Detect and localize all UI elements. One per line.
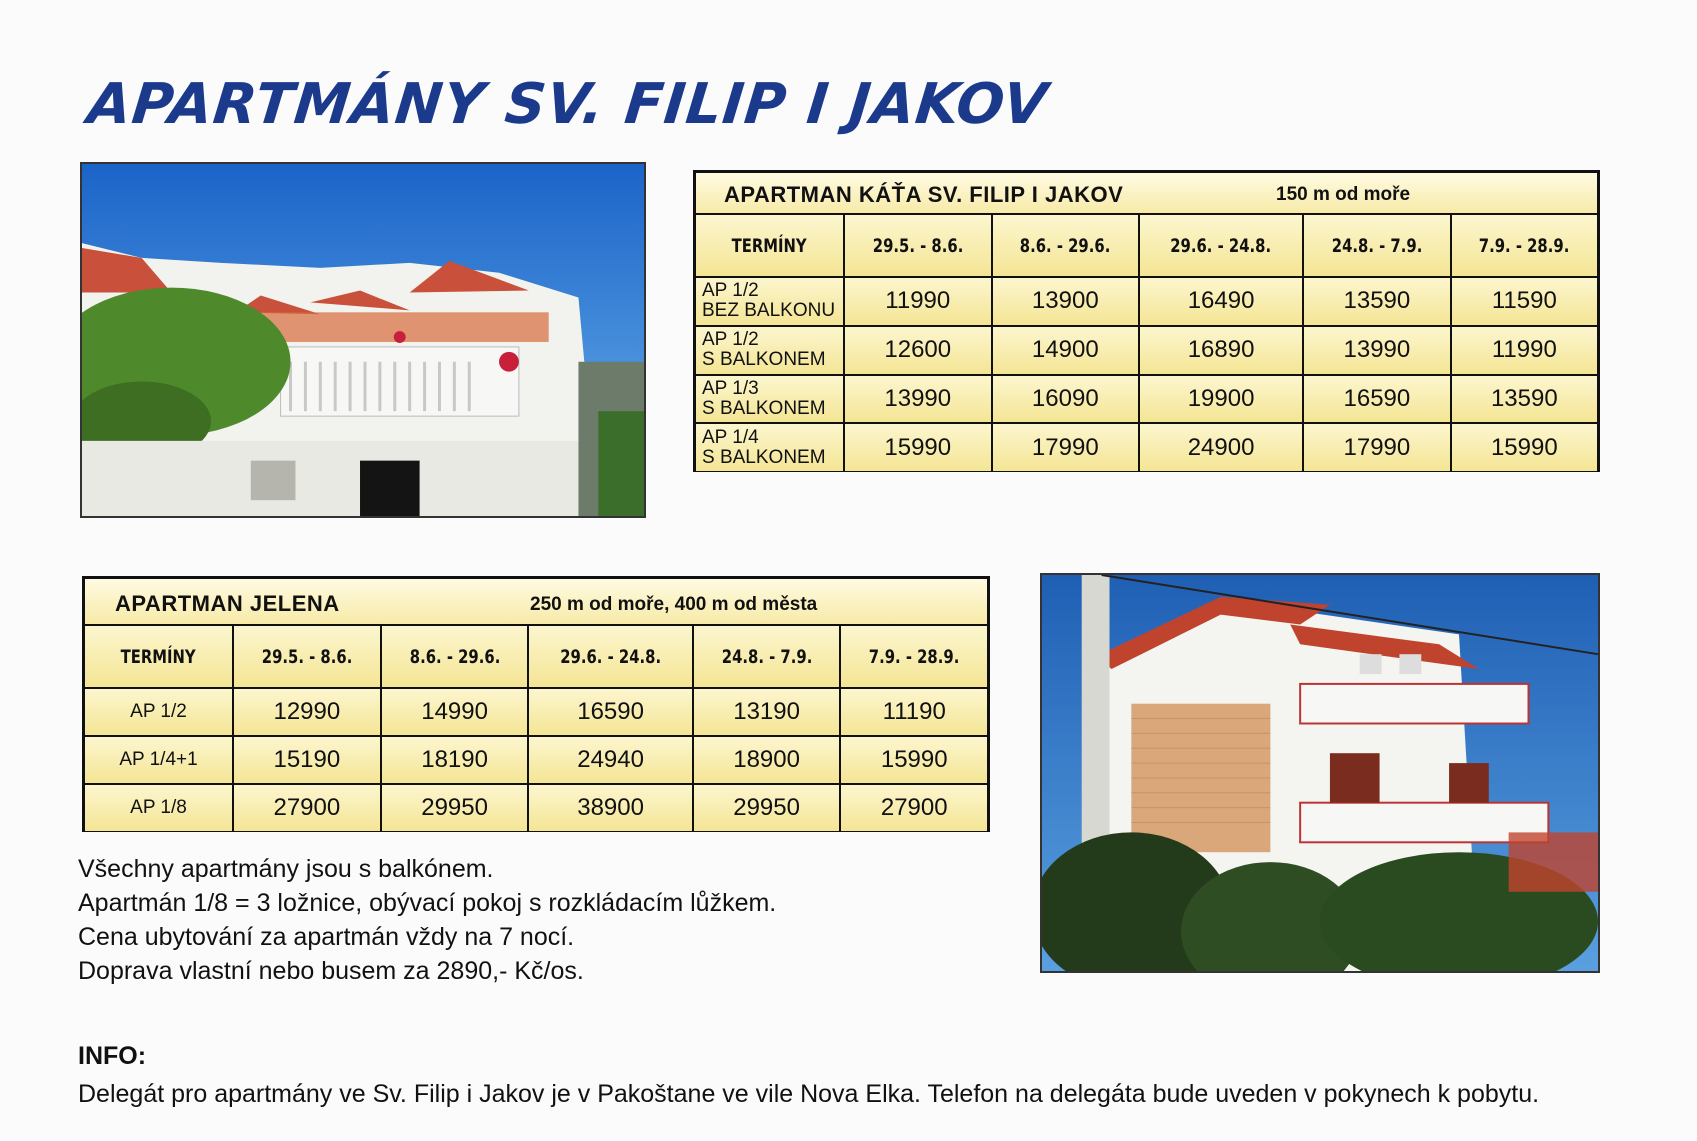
header-cell: 29.5. - 8.6.	[844, 215, 992, 277]
price-cell: 11990	[844, 277, 992, 326]
header-cell: 7.9. - 28.9.	[840, 626, 987, 688]
price-cell: 13590	[1451, 375, 1597, 424]
price-cell: 16090	[992, 375, 1140, 424]
price-cell: 15990	[1451, 423, 1597, 471]
price-cell: 16590	[1303, 375, 1451, 424]
row-label: AP 1/2 BEZ BALKONU	[696, 277, 844, 326]
page-title: APARTMÁNY SV. FILIP I JAKOV	[84, 72, 1051, 137]
info-heading: INFO:	[78, 1042, 147, 1070]
apartment-name: APARTMAN KÁŤA SV. FILIP I JAKOV	[724, 182, 1124, 207]
price-cell: 11590	[1451, 277, 1597, 326]
header-cell: 8.6. - 29.6.	[381, 626, 529, 688]
house-photo-kata	[80, 162, 646, 518]
price-cell: 16590	[528, 688, 692, 736]
price-cell: 27900	[840, 784, 987, 831]
table-row	[85, 784, 987, 831]
header-cell: 24.8. - 7.9.	[1303, 215, 1451, 277]
note-line: Doprava vlastní nebo busem za 2890,- Kč/os.	[78, 957, 584, 985]
info-text: Delegát pro apartmány ve Sv. Filip i Jakov je v Pakoštane ve vile Nova Elka. Telefon na delegáta bude uveden v pokynech k pobytu.	[78, 1080, 1540, 1108]
price-cell: 16490	[1139, 277, 1303, 326]
header-cell: 7.9. - 28.9.	[1451, 215, 1597, 277]
row-label: AP 1/4 S BALKONEM	[696, 423, 844, 471]
table-row	[696, 375, 1597, 424]
header-cell: 8.6. - 29.6.	[992, 215, 1140, 277]
price-cell: 16890	[1139, 326, 1303, 375]
apartment-name: APARTMAN JELENA	[115, 591, 340, 616]
house-photo-jelena	[1040, 573, 1600, 973]
table-row	[85, 736, 987, 784]
price-cell: 29950	[693, 784, 841, 831]
header-row	[85, 626, 987, 688]
price-cell: 15990	[844, 423, 992, 471]
header-row	[696, 215, 1597, 277]
table-row	[85, 688, 987, 736]
table-row	[696, 326, 1597, 375]
row-label: AP 1/8	[85, 784, 233, 831]
price-cell: 24940	[528, 736, 692, 784]
header-cell: TERMÍNY	[85, 626, 233, 688]
table-row	[696, 277, 1597, 326]
note-line: Cena ubytování za apartmán vždy na 7 nocí.	[78, 923, 575, 951]
price-cell: 18190	[381, 736, 529, 784]
price-grid	[85, 626, 987, 831]
price-cell: 29950	[381, 784, 529, 831]
price-cell: 19900	[1139, 375, 1303, 424]
header-cell: 24.8. - 7.9.	[693, 626, 841, 688]
price-table-kata	[693, 170, 1600, 472]
header-cell: TERMÍNY	[696, 215, 844, 277]
note-line: Apartmán 1/8 = 3 ložnice, obývací pokoj s rozkládacím lůžkem.	[78, 889, 777, 917]
distance-label: 250 m od moře, 400 m od města	[530, 594, 818, 615]
price-cell: 17990	[992, 423, 1140, 471]
header-cell: 29.5. - 8.6.	[233, 626, 381, 688]
price-grid	[696, 215, 1597, 471]
price-cell: 12990	[233, 688, 381, 736]
distance-label: 150 m od moře	[1276, 184, 1411, 205]
price-cell: 17990	[1303, 423, 1451, 471]
price-cell: 15990	[840, 736, 987, 784]
notes	[78, 852, 776, 988]
header-cell: 29.6. - 24.8.	[1139, 215, 1303, 277]
row-label: AP 1/3 S BALKONEM	[696, 375, 844, 424]
price-cell: 38900	[528, 784, 692, 831]
header-cell: 29.6. - 24.8.	[528, 626, 692, 688]
price-cell: 12600	[844, 326, 992, 375]
price-cell: 13990	[1303, 326, 1451, 375]
price-cell: 24900	[1139, 423, 1303, 471]
price-cell: 13990	[844, 375, 992, 424]
price-cell: 11990	[1451, 326, 1597, 375]
price-cell: 14900	[992, 326, 1140, 375]
price-cell: 14990	[381, 688, 529, 736]
price-cell: 18900	[693, 736, 841, 784]
price-table-jelena	[82, 576, 990, 832]
price-cell: 13590	[1303, 277, 1451, 326]
table-title-bar	[85, 579, 987, 626]
table-row	[696, 423, 1597, 471]
price-cell: 11190	[840, 688, 987, 736]
note-line: Všechny apartmány jsou s balkónem.	[78, 855, 494, 883]
price-cell: 27900	[233, 784, 381, 831]
row-label: AP 1/4+1	[85, 736, 233, 784]
price-cell: 13900	[992, 277, 1140, 326]
price-cell: 15190	[233, 736, 381, 784]
row-label: AP 1/2	[85, 688, 233, 736]
price-cell: 13190	[693, 688, 841, 736]
row-label: AP 1/2 S BALKONEM	[696, 326, 844, 375]
table-title-bar	[696, 173, 1597, 215]
